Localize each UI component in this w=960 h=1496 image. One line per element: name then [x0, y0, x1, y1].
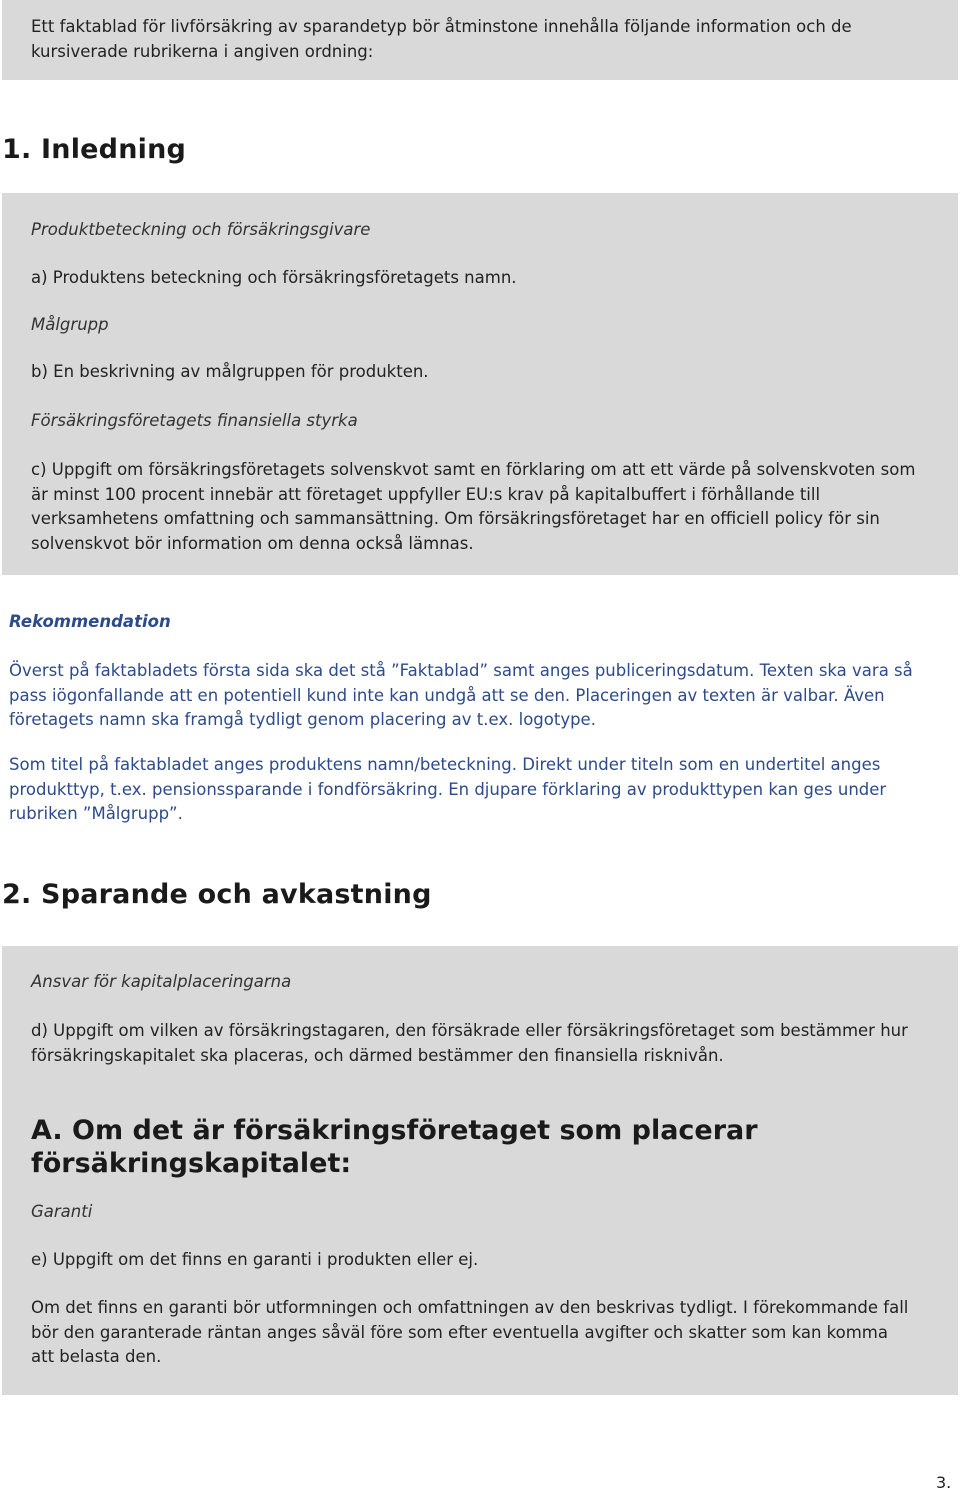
- recommendation-heading: Rekommendation: [9, 612, 171, 631]
- item-b: b) En beskrivning av målgruppen för produkten.: [31, 362, 429, 381]
- item-e: e) Uppgift om det finns en garanti i produkten eller ej.: [31, 1250, 479, 1269]
- subheading-produktbeteckning: Produktbeteckning och försäkringsgivare: [31, 220, 371, 239]
- recommendation-paragraph-1: Överst på faktabladets första sida ska det stå ”Faktablad” samt anges publiceringsdatum. Texten ska vara så pass iögonfallande att en potentiell kund inte kan undgå att se den. Placeringen av texten är valbar. Även företagets namn ska framgå tydligt genom placering av t.ex. logotype.: [9, 661, 913, 729]
- recommendation-paragraph-2: Som titel på faktabladet anges produktens namn/beteckning. Direkt under titeln som en undertitel anges produkttyp, t.ex. pensionssparande i fondförsäkring. En djupare förklaring av produkttypen kan ges under rubriken ”Målgrupp”.: [9, 755, 887, 823]
- subheading-ansvar: Ansvar för kapitalplaceringarna: [31, 972, 292, 991]
- page-number: 3.: [936, 1473, 952, 1492]
- item-a: a) Produktens beteckning och försäkringsföretagets namn.: [31, 268, 517, 287]
- item-d: d) Uppgift om vilken av försäkringstagaren, den försäkrade eller försäkringsföretaget som bestämmer hur försäkringskapitalet ska placeras, och därmed bestämmer den finansiella risknivån.: [31, 1021, 908, 1065]
- intro-text: Ett faktablad för livförsäkring av sparandetyp bör åtminstone innehålla följande information och de kursiverade rubrikerna i angiven ordning:: [31, 17, 852, 61]
- section-1-heading: 1. Inledning: [2, 134, 187, 165]
- item-c: c) Uppgift om försäkringsföretagets solvenskvot samt en förklaring om att ett värde på solvenskvoten som är minst 100 procent innebär att företaget uppfyller EU:s krav på kapitalbuffert i förhållande till verksamhetens omfattning och sammansättning. Om försäkringsföretaget har en officiell policy för sin solvenskvot bör information om denna också lämnas.: [31, 460, 916, 553]
- section-2-heading: 2. Sparande och avkastning: [2, 879, 432, 910]
- subheading-finansiell-styrka: Försäkringsföretagets finansiella styrka: [31, 411, 358, 430]
- subsection-a-heading: A. Om det är försäkringsföretaget som placerar försäkringskapitalet:: [31, 1115, 758, 1179]
- subheading-malgrupp: Målgrupp: [31, 315, 109, 334]
- subheading-garanti: Garanti: [31, 1202, 93, 1221]
- garanti-paragraph: Om det finns en garanti bör utformningen och omfattningen av den beskrivas tydligt. I förekommande fall bör den garanterade räntan anges såväl före som efter eventuella avgifter och skatter som kan komma att belasta den.: [31, 1298, 909, 1366]
